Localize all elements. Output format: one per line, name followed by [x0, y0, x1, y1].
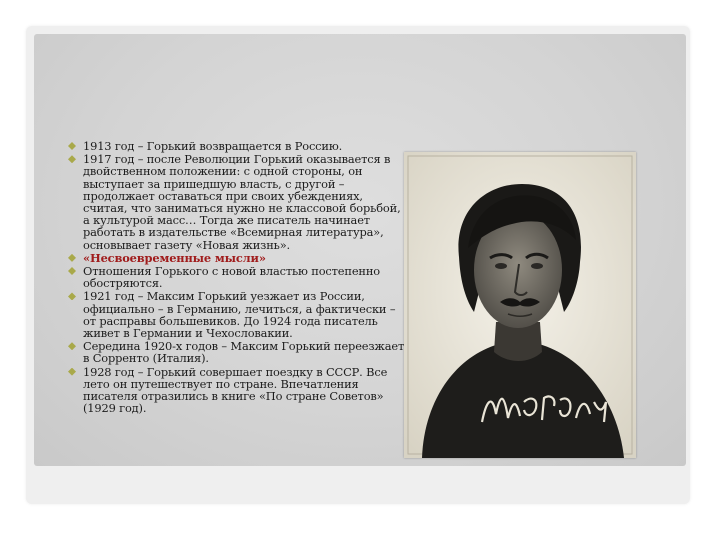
- bullet-diamond-icon: [68, 292, 76, 300]
- bullet-diamond-icon: [68, 142, 76, 150]
- bullet-text: 1913 год – Горький возвращается в Россию.: [83, 139, 343, 153]
- bullet-text: 1917 год – после Революции Горький оказывается в двойственном положении: с одной стороны, он выступает за пришедшую власть, с другой – продолжает оставаться при своих убеждениях, считая, что заниматься нужно не классовой борьбой, а культурой масс… Тогда же писатель начинает работать в издательстве «Всемирная литература», основывает газету «Новая жизнь».: [83, 152, 401, 252]
- bullet-diamond-icon: [68, 342, 76, 350]
- bullet-item: [68, 265, 410, 289]
- bullet-item: [68, 290, 410, 339]
- bullet-diamond-icon: [68, 254, 76, 262]
- bullet-diamond-icon: [68, 267, 76, 275]
- portrait-illustration: [404, 152, 636, 458]
- bullet-text-highlight: «Несвоевременные мысли»: [83, 250, 266, 265]
- bullet-list: [68, 140, 410, 415]
- bullet-text: 1921 год – Максим Горький уезжает из России, официально – в Германию, лечиться, а фактически – от расправы большевиков. До 1924 года писатель живет в Германии и Чехословакии.: [83, 289, 396, 341]
- bullet-item: [68, 340, 410, 364]
- bullet-item: [68, 252, 410, 264]
- bullet-item: [68, 366, 410, 415]
- bullet-text: 1928 год – Горький совершает поездку в СССР. Все лето он путешествует по стране. Впечатления писателя отразились в книге «По стране Советов» (1929 год).: [83, 364, 388, 416]
- bullet-diamond-icon: [68, 155, 76, 163]
- bullet-diamond-icon: [68, 368, 76, 376]
- portrait-photo: [404, 152, 636, 458]
- bullet-text: Середина 1920-х годов – Максим Горький переезжает в Сорренто (Италия).: [83, 339, 405, 366]
- bullet-item: [68, 153, 410, 251]
- bullet-item: [68, 140, 410, 152]
- bullet-text: Отношения Горького с новой властью постепенно обостряются.: [83, 264, 381, 291]
